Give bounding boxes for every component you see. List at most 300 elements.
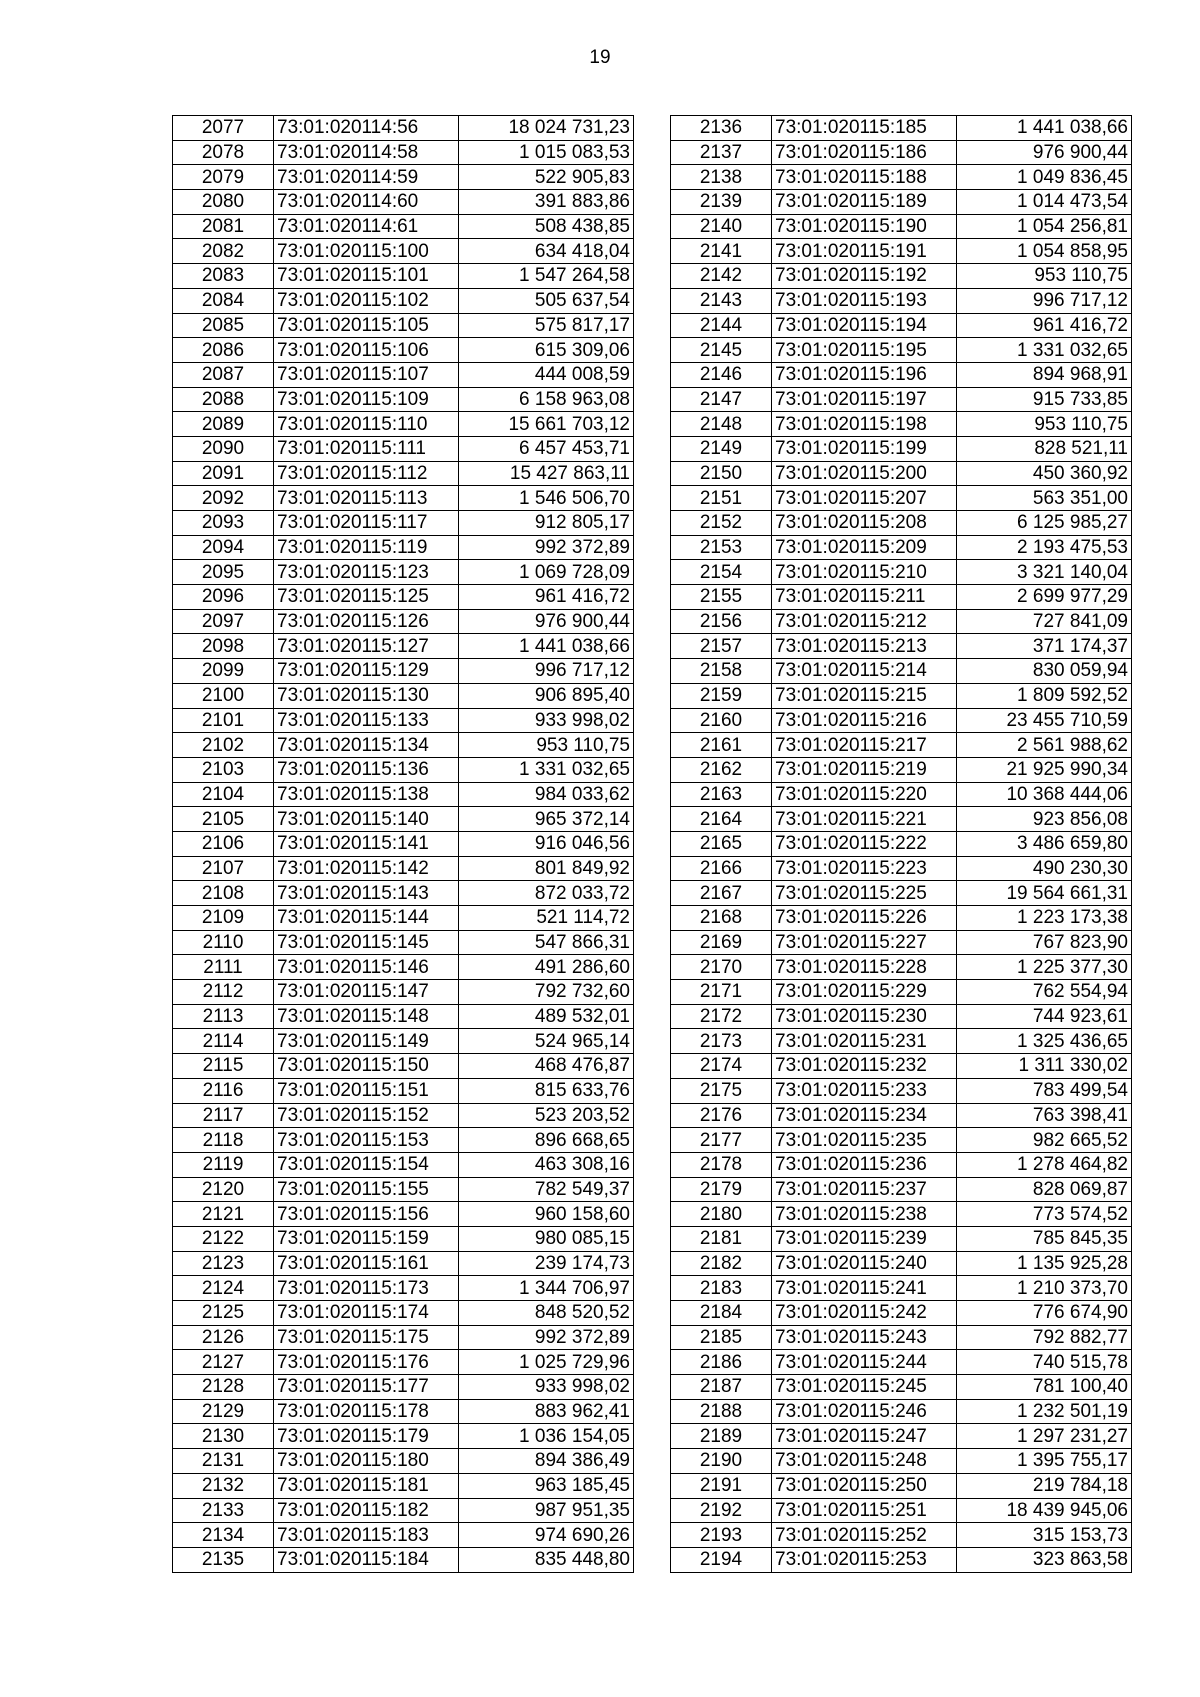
row-number-cell: 2142: [671, 264, 772, 289]
table-row: [173, 288, 634, 313]
value-cell: 933 998,02: [459, 1375, 634, 1400]
cadastral-number-cell: 73:01:020115:102: [274, 288, 459, 313]
cadastral-number-cell: 73:01:020115:151: [274, 1078, 459, 1103]
row-number-cell: 2155: [671, 585, 772, 610]
row-number-cell: 2193: [671, 1523, 772, 1548]
cadastral-number-cell: 73:01:020115:193: [772, 288, 957, 313]
value-cell: 19 564 661,31: [957, 881, 1132, 906]
table-row: [671, 708, 1132, 733]
cadastral-number-cell: 73:01:020115:188: [772, 165, 957, 190]
value-cell: 912 805,17: [459, 511, 634, 536]
table-row: [173, 634, 634, 659]
table-row: [173, 906, 634, 931]
value-cell: 1 441 038,66: [459, 634, 634, 659]
row-number-cell: 2109: [173, 906, 274, 931]
table-row: [671, 560, 1132, 585]
cadastral-number-cell: 73:01:020115:111: [274, 436, 459, 461]
cadastral-number-cell: 73:01:020115:153: [274, 1128, 459, 1153]
cadastral-number-cell: 73:01:020115:216: [772, 708, 957, 733]
row-number-cell: 2156: [671, 609, 772, 634]
row-number-cell: 2099: [173, 659, 274, 684]
cadastral-number-cell: 73:01:020115:214: [772, 659, 957, 684]
table-row: [671, 461, 1132, 486]
table-row: [173, 264, 634, 289]
value-cell: 315 153,73: [957, 1523, 1132, 1548]
row-number-cell: 2091: [173, 461, 274, 486]
cadastral-number-cell: 73:01:020115:126: [274, 609, 459, 634]
cadastral-number-cell: 73:01:020115:237: [772, 1177, 957, 1202]
cadastral-number-cell: 73:01:020115:161: [274, 1251, 459, 1276]
value-cell: 848 520,52: [459, 1301, 634, 1326]
value-cell: 547 866,31: [459, 930, 634, 955]
value-cell: 10 368 444,06: [957, 782, 1132, 807]
table-row: [173, 1350, 634, 1375]
table-row: [173, 807, 634, 832]
cadastral-number-cell: 73:01:020115:145: [274, 930, 459, 955]
cadastral-number-cell: 73:01:020115:240: [772, 1251, 957, 1276]
table-row: [671, 1498, 1132, 1523]
cadastral-number-cell: 73:01:020115:191: [772, 239, 957, 264]
table-row: [671, 634, 1132, 659]
row-number-cell: 2096: [173, 585, 274, 610]
row-number-cell: 2101: [173, 708, 274, 733]
cadastral-number-cell: 73:01:020115:225: [772, 881, 957, 906]
cadastral-number-cell: 73:01:020115:241: [772, 1276, 957, 1301]
row-number-cell: 2151: [671, 486, 772, 511]
row-number-cell: 2107: [173, 856, 274, 881]
value-cell: 976 900,44: [459, 609, 634, 634]
value-cell: 239 174,73: [459, 1251, 634, 1276]
table-row: [173, 1301, 634, 1326]
row-number-cell: 2138: [671, 165, 772, 190]
table-row: [173, 362, 634, 387]
table-row: [671, 1004, 1132, 1029]
row-number-cell: 2103: [173, 757, 274, 782]
value-cell: 987 951,35: [459, 1498, 634, 1523]
value-cell: 781 100,40: [957, 1375, 1132, 1400]
cadastral-number-cell: 73:01:020115:182: [274, 1498, 459, 1523]
cadastral-number-cell: 73:01:020115:129: [274, 659, 459, 684]
table-row: [671, 609, 1132, 634]
table-row: [671, 1350, 1132, 1375]
value-cell: 1 331 032,65: [459, 757, 634, 782]
cadastral-number-cell: 73:01:020115:251: [772, 1498, 957, 1523]
value-cell: 992 372,89: [459, 1325, 634, 1350]
cadastral-number-cell: 73:01:020115:181: [274, 1473, 459, 1498]
row-number-cell: 2166: [671, 856, 772, 881]
table-row: [671, 1399, 1132, 1424]
cadastral-number-cell: 73:01:020115:133: [274, 708, 459, 733]
cadastral-number-cell: 73:01:020115:239: [772, 1226, 957, 1251]
cadastral-number-cell: 73:01:020115:134: [274, 733, 459, 758]
cadastral-number-cell: 73:01:020115:243: [772, 1325, 957, 1350]
table-row: [173, 1004, 634, 1029]
table-row: [173, 1078, 634, 1103]
table-row: [671, 239, 1132, 264]
value-cell: 792 882,77: [957, 1325, 1132, 1350]
cadastral-number-cell: 73:01:020115:159: [274, 1226, 459, 1251]
row-number-cell: 2189: [671, 1424, 772, 1449]
value-cell: 2 193 475,53: [957, 535, 1132, 560]
table-row: [173, 313, 634, 338]
value-cell: 1 278 464,82: [957, 1152, 1132, 1177]
row-number-cell: 2088: [173, 387, 274, 412]
table-row: [671, 288, 1132, 313]
cadastral-number-cell: 73:01:020115:146: [274, 955, 459, 980]
cadastral-number-cell: 73:01:020115:125: [274, 585, 459, 610]
cadastral-number-cell: 73:01:020115:250: [772, 1473, 957, 1498]
table-row: [173, 535, 634, 560]
table-row: [671, 1449, 1132, 1474]
cadastral-number-cell: 73:01:020115:152: [274, 1103, 459, 1128]
table-row: [671, 881, 1132, 906]
table-row: [173, 1226, 634, 1251]
cadastral-number-cell: 73:01:020115:186: [772, 140, 957, 165]
table-row: [671, 1276, 1132, 1301]
row-number-cell: 2119: [173, 1152, 274, 1177]
value-cell: 575 817,17: [459, 313, 634, 338]
value-cell: 953 110,75: [459, 733, 634, 758]
row-number-cell: 2116: [173, 1078, 274, 1103]
row-number-cell: 2143: [671, 288, 772, 313]
row-number-cell: 2140: [671, 214, 772, 239]
row-number-cell: 2115: [173, 1054, 274, 1079]
table-row: [671, 585, 1132, 610]
table-row: [173, 1103, 634, 1128]
cadastral-number-cell: 73:01:020115:190: [772, 214, 957, 239]
row-number-cell: 2092: [173, 486, 274, 511]
cadastral-number-cell: 73:01:020115:220: [772, 782, 957, 807]
value-cell: 323 863,58: [957, 1547, 1132, 1572]
row-number-cell: 2160: [671, 708, 772, 733]
table-row: [173, 1498, 634, 1523]
cadastral-number-cell: 73:01:020115:173: [274, 1276, 459, 1301]
table-row: [173, 831, 634, 856]
value-cell: 1 547 264,58: [459, 264, 634, 289]
cadastral-number-cell: 73:01:020115:130: [274, 683, 459, 708]
row-number-cell: 2180: [671, 1202, 772, 1227]
value-cell: 508 438,85: [459, 214, 634, 239]
table-row: [173, 239, 634, 264]
table-row: [671, 1523, 1132, 1548]
value-cell: 965 372,14: [459, 807, 634, 832]
table-row: [173, 930, 634, 955]
table-row: [173, 214, 634, 239]
row-number-cell: 2153: [671, 535, 772, 560]
row-number-cell: 2178: [671, 1152, 772, 1177]
cadastral-number-cell: 73:01:020115:198: [772, 412, 957, 437]
cadastral-number-cell: 73:01:020115:112: [274, 461, 459, 486]
value-cell: 6 158 963,08: [459, 387, 634, 412]
row-number-cell: 2089: [173, 412, 274, 437]
value-cell: 6 125 985,27: [957, 511, 1132, 536]
table-row: [671, 362, 1132, 387]
table-row: [173, 511, 634, 536]
row-number-cell: 2163: [671, 782, 772, 807]
value-cell: 974 690,26: [459, 1523, 634, 1548]
value-cell: 923 856,08: [957, 807, 1132, 832]
cadastral-number-cell: 73:01:020115:109: [274, 387, 459, 412]
cadastral-number-cell: 73:01:020115:150: [274, 1054, 459, 1079]
row-number-cell: 2084: [173, 288, 274, 313]
row-number-cell: 2110: [173, 930, 274, 955]
table-row: [671, 338, 1132, 363]
table-row: [173, 1177, 634, 1202]
value-cell: 468 476,87: [459, 1054, 634, 1079]
value-cell: 450 360,92: [957, 461, 1132, 486]
row-number-cell: 2194: [671, 1547, 772, 1572]
table-row: [671, 1029, 1132, 1054]
row-number-cell: 2146: [671, 362, 772, 387]
value-cell: 896 668,65: [459, 1128, 634, 1153]
value-cell: 2 561 988,62: [957, 733, 1132, 758]
cadastral-number-cell: 73:01:020115:185: [772, 116, 957, 141]
table-row: [173, 980, 634, 1005]
table-row: [173, 461, 634, 486]
table-row: [173, 1449, 634, 1474]
cadastral-number-cell: 73:01:020115:208: [772, 511, 957, 536]
table-row: [671, 140, 1132, 165]
row-number-cell: 2188: [671, 1399, 772, 1424]
cadastral-number-cell: 73:01:020115:175: [274, 1325, 459, 1350]
table-row: [671, 190, 1132, 215]
table-row: [671, 683, 1132, 708]
table-row: [671, 1325, 1132, 1350]
value-cell: 15 661 703,12: [459, 412, 634, 437]
cadastral-number-cell: 73:01:020115:194: [772, 313, 957, 338]
value-cell: 740 515,78: [957, 1350, 1132, 1375]
value-cell: 961 416,72: [459, 585, 634, 610]
table-row: [671, 807, 1132, 832]
table-row: [173, 955, 634, 980]
row-number-cell: 2106: [173, 831, 274, 856]
row-number-cell: 2191: [671, 1473, 772, 1498]
cadastral-table-right: [670, 115, 1132, 1573]
cadastral-number-cell: 73:01:020115:117: [274, 511, 459, 536]
cadastral-number-cell: 73:01:020115:142: [274, 856, 459, 881]
cadastral-number-cell: 73:01:020115:113: [274, 486, 459, 511]
cadastral-number-cell: 73:01:020115:101: [274, 264, 459, 289]
table-row: [173, 1399, 634, 1424]
table-row: [173, 757, 634, 782]
cadastral-number-cell: 73:01:020115:123: [274, 560, 459, 585]
table-row: [173, 585, 634, 610]
table-row: [173, 165, 634, 190]
row-number-cell: 2192: [671, 1498, 772, 1523]
table-row: [671, 214, 1132, 239]
row-number-cell: 2185: [671, 1325, 772, 1350]
table-row: [173, 659, 634, 684]
cadastral-number-cell: 73:01:020115:154: [274, 1152, 459, 1177]
row-number-cell: 2175: [671, 1078, 772, 1103]
cadastral-number-cell: 73:01:020115:176: [274, 1350, 459, 1375]
row-number-cell: 2132: [173, 1473, 274, 1498]
table-row: [671, 906, 1132, 931]
row-number-cell: 2136: [671, 116, 772, 141]
row-number-cell: 2186: [671, 1350, 772, 1375]
row-number-cell: 2170: [671, 955, 772, 980]
value-cell: 953 110,75: [957, 412, 1132, 437]
row-number-cell: 2125: [173, 1301, 274, 1326]
row-number-cell: 2154: [671, 560, 772, 585]
cadastral-number-cell: 73:01:020115:127: [274, 634, 459, 659]
value-cell: 762 554,94: [957, 980, 1132, 1005]
value-cell: 1 325 436,65: [957, 1029, 1132, 1054]
value-cell: 953 110,75: [957, 264, 1132, 289]
row-number-cell: 2104: [173, 782, 274, 807]
row-number-cell: 2139: [671, 190, 772, 215]
value-cell: 776 674,90: [957, 1301, 1132, 1326]
table-row: [173, 782, 634, 807]
table-row: [173, 881, 634, 906]
cadastral-number-cell: 73:01:020115:143: [274, 881, 459, 906]
row-number-cell: 2118: [173, 1128, 274, 1153]
table-row: [671, 486, 1132, 511]
table-row: [671, 1226, 1132, 1251]
value-cell: 1 395 755,17: [957, 1449, 1132, 1474]
row-number-cell: 2182: [671, 1251, 772, 1276]
cadastral-number-cell: 73:01:020115:228: [772, 955, 957, 980]
row-number-cell: 2120: [173, 1177, 274, 1202]
table-row: [671, 1424, 1132, 1449]
cadastral-number-cell: 73:01:020115:183: [274, 1523, 459, 1548]
row-number-cell: 2158: [671, 659, 772, 684]
cadastral-number-cell: 73:01:020115:107: [274, 362, 459, 387]
value-cell: 3 321 140,04: [957, 560, 1132, 585]
table-row: [173, 1325, 634, 1350]
row-number-cell: 2177: [671, 1128, 772, 1153]
cadastral-number-cell: 73:01:020115:238: [772, 1202, 957, 1227]
cadastral-number-cell: 73:01:020114:59: [274, 165, 459, 190]
table-row: [671, 1251, 1132, 1276]
value-cell: 783 499,54: [957, 1078, 1132, 1103]
value-cell: 371 174,37: [957, 634, 1132, 659]
cadastral-number-cell: 73:01:020115:245: [772, 1375, 957, 1400]
cadastral-number-cell: 73:01:020115:197: [772, 387, 957, 412]
table-row: [671, 1152, 1132, 1177]
table-row: [671, 930, 1132, 955]
value-cell: 872 033,72: [459, 881, 634, 906]
row-number-cell: 2134: [173, 1523, 274, 1548]
table-row: [671, 511, 1132, 536]
row-number-cell: 2097: [173, 609, 274, 634]
value-cell: 960 158,60: [459, 1202, 634, 1227]
row-number-cell: 2135: [173, 1547, 274, 1572]
row-number-cell: 2133: [173, 1498, 274, 1523]
table-row: [671, 1078, 1132, 1103]
table-row: [671, 535, 1132, 560]
row-number-cell: 2093: [173, 511, 274, 536]
cadastral-number-cell: 73:01:020115:213: [772, 634, 957, 659]
cadastral-number-cell: 73:01:020115:244: [772, 1350, 957, 1375]
value-cell: 521 114,72: [459, 906, 634, 931]
table-row: [173, 387, 634, 412]
value-cell: 828 521,11: [957, 436, 1132, 461]
cadastral-number-cell: 73:01:020115:174: [274, 1301, 459, 1326]
table-row: [173, 1547, 634, 1572]
value-cell: 1 546 506,70: [459, 486, 634, 511]
cadastral-number-cell: 73:01:020115:230: [772, 1004, 957, 1029]
table-row: [671, 436, 1132, 461]
value-cell: 1 225 377,30: [957, 955, 1132, 980]
cadastral-number-cell: 73:01:020115:226: [772, 906, 957, 931]
row-number-cell: 2077: [173, 116, 274, 141]
row-number-cell: 2080: [173, 190, 274, 215]
row-number-cell: 2114: [173, 1029, 274, 1054]
table-row: [173, 1375, 634, 1400]
table-row: [671, 955, 1132, 980]
table-row: [671, 165, 1132, 190]
row-number-cell: 2079: [173, 165, 274, 190]
cadastral-number-cell: 73:01:020115:212: [772, 609, 957, 634]
cadastral-number-cell: 73:01:020115:233: [772, 1078, 957, 1103]
table-row: [671, 387, 1132, 412]
row-number-cell: 2098: [173, 634, 274, 659]
row-number-cell: 2124: [173, 1276, 274, 1301]
value-cell: 792 732,60: [459, 980, 634, 1005]
table-row: [671, 1202, 1132, 1227]
value-cell: 830 059,94: [957, 659, 1132, 684]
cadastral-number-cell: 73:01:020115:144: [274, 906, 459, 931]
row-number-cell: 2144: [671, 313, 772, 338]
value-cell: 996 717,12: [957, 288, 1132, 313]
row-number-cell: 2083: [173, 264, 274, 289]
cadastral-number-cell: 73:01:020114:56: [274, 116, 459, 141]
value-cell: 1 210 373,70: [957, 1276, 1132, 1301]
table-row: [173, 1029, 634, 1054]
value-cell: 785 845,35: [957, 1226, 1132, 1251]
value-cell: 18 024 731,23: [459, 116, 634, 141]
cadastral-number-cell: 73:01:020115:210: [772, 560, 957, 585]
value-cell: 906 895,40: [459, 683, 634, 708]
cadastral-number-cell: 73:01:020115:252: [772, 1523, 957, 1548]
cadastral-number-cell: 73:01:020115:156: [274, 1202, 459, 1227]
table-row: [173, 1473, 634, 1498]
row-number-cell: 2161: [671, 733, 772, 758]
cadastral-number-cell: 73:01:020115:253: [772, 1547, 957, 1572]
row-number-cell: 2082: [173, 239, 274, 264]
cadastral-number-cell: 73:01:020115:149: [274, 1029, 459, 1054]
cadastral-number-cell: 73:01:020114:60: [274, 190, 459, 215]
row-number-cell: 2081: [173, 214, 274, 239]
value-cell: 727 841,09: [957, 609, 1132, 634]
value-cell: 992 372,89: [459, 535, 634, 560]
value-cell: 505 637,54: [459, 288, 634, 313]
row-number-cell: 2111: [173, 955, 274, 980]
row-number-cell: 2090: [173, 436, 274, 461]
cadastral-number-cell: 73:01:020115:141: [274, 831, 459, 856]
row-number-cell: 2129: [173, 1399, 274, 1424]
table-row: [173, 436, 634, 461]
table-row: [173, 1276, 634, 1301]
row-number-cell: 2183: [671, 1276, 772, 1301]
cadastral-number-cell: 73:01:020115:192: [772, 264, 957, 289]
cadastral-number-cell: 73:01:020115:219: [772, 757, 957, 782]
cadastral-number-cell: 73:01:020115:177: [274, 1375, 459, 1400]
row-number-cell: 2149: [671, 436, 772, 461]
value-cell: 523 203,52: [459, 1103, 634, 1128]
row-number-cell: 2094: [173, 535, 274, 560]
value-cell: 767 823,90: [957, 930, 1132, 955]
value-cell: 984 033,62: [459, 782, 634, 807]
cadastral-number-cell: 73:01:020115:179: [274, 1424, 459, 1449]
cadastral-number-cell: 73:01:020115:236: [772, 1152, 957, 1177]
value-cell: 996 717,12: [459, 659, 634, 684]
value-cell: 828 069,87: [957, 1177, 1132, 1202]
cadastral-number-cell: 73:01:020115:136: [274, 757, 459, 782]
value-cell: 1 069 728,09: [459, 560, 634, 585]
cadastral-number-cell: 73:01:020115:217: [772, 733, 957, 758]
